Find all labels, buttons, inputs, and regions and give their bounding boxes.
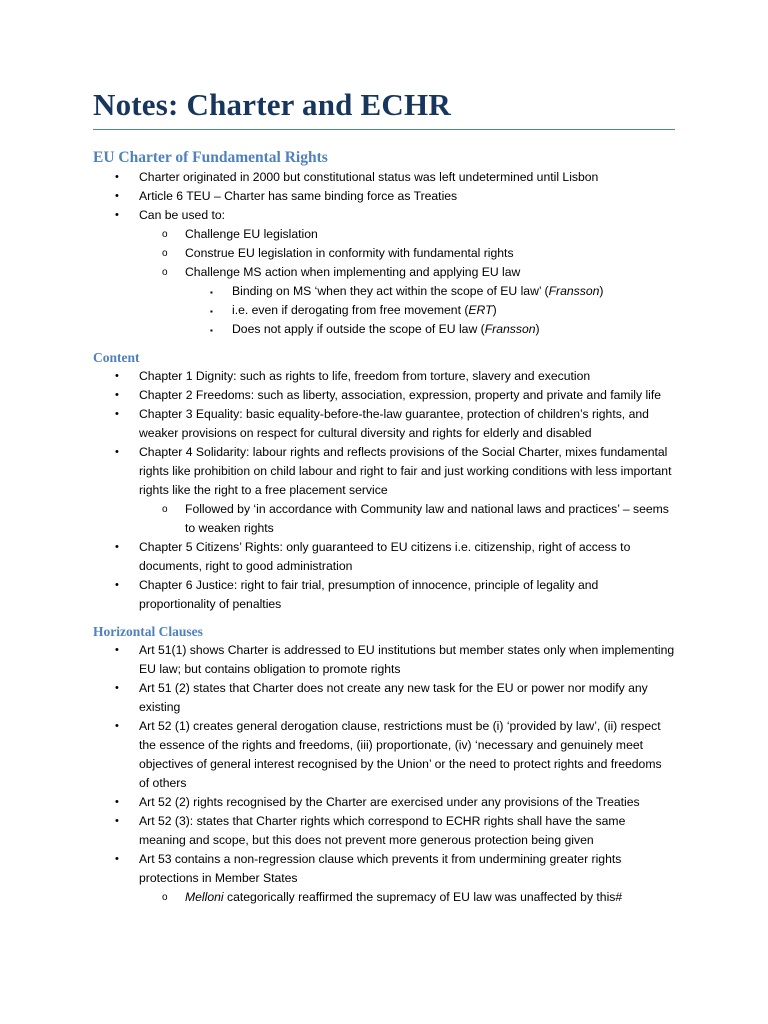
sub-list-item: o Followed by ‘in accordance with Community law and national laws and practices’ – seems to weaken rights <box>162 502 669 535</box>
section-heading-charter: EU Charter of Fundamental Rights <box>93 149 328 166</box>
section-heading-horizontal-clauses: Horizontal Clauses <box>93 624 203 639</box>
bullet-marker: • <box>115 720 119 732</box>
bullet-marker: • <box>115 389 119 401</box>
section-heading-content: Content <box>93 350 140 365</box>
document-page <box>93 86 675 907</box>
circle-marker: o <box>162 504 168 515</box>
square-marker: ▪ <box>210 307 213 316</box>
list-item: • Chapter 6 Justice: right to fair trial, presumption of innocence, principle of legality and proportionality of penalties <box>115 578 599 611</box>
list-item: • Can be used to: <box>139 206 675 225</box>
case-name: Fransson <box>484 322 536 336</box>
circle-marker: o <box>162 248 168 259</box>
horizontal-clauses-list <box>93 641 675 907</box>
content-list <box>93 367 675 614</box>
list-item: • Art 52 (1) creates general derogation clause, restrictions must be (i) ‘provided by law’, (ii) respect the essence of the rights and freedoms, (iii) proportionate, (iv) ‘necessary and genuinely meet objectives of general interest recognised by the Union’ or the need to protect rights and freedoms of others <box>115 719 662 790</box>
sub-list-item: o Challenge MS action when implementing and applying EU law <box>185 263 675 282</box>
list-item: • Chapter 2 Freedoms: such as liberty, association, expression, property and private and family life <box>139 386 675 405</box>
case-name: Melloni <box>185 890 224 904</box>
bullet-marker: • <box>115 171 119 183</box>
list-item: • Chapter 4 Solidarity: labour rights and reflects provisions of the Social Charter, mixes fundamental rights like prohibition on child labour and right to fair and just working conditions with less important rights like the right to a free placement service <box>115 445 672 497</box>
circle-marker: o <box>162 229 168 240</box>
circle-marker: o <box>162 892 168 903</box>
list-item: • Art 52 (3): states that Charter rights which correspond to ECHR rights shall have the same meaning and scope, but this does not prevent more generous protection being given <box>115 814 626 847</box>
bullet-marker: • <box>115 370 119 382</box>
sub-sub-list-item: ▪ i.e. even if derogating from free movement (ERT) <box>232 301 675 320</box>
square-marker: ▪ <box>210 326 213 335</box>
case-name: Fransson <box>548 284 600 298</box>
bullet-marker: • <box>115 541 119 553</box>
bullet-marker: • <box>115 815 119 827</box>
list-item: • Chapter 3 Equality: basic equality-before-the-law guarantee, protection of children’s rights, and weaker provisions on respect for cultural diversity and rights for elderly and disabled <box>115 407 649 440</box>
sub-list-item: o Melloni categorically reaffirmed the supremacy of EU law was unaffected by this# <box>185 888 675 907</box>
list-item: • Chapter 5 Citizens’ Rights: only guaranteed to EU citizens i.e. citizenship, right of access to documents, right to good administration <box>115 540 631 573</box>
bullet-marker: • <box>115 408 119 420</box>
bullet-marker: • <box>115 796 119 808</box>
list-item: • Art 51(1) shows Charter is addressed to EU institutions but member states only when implementing EU law; but contains obligation to promote rights <box>115 643 675 676</box>
sub-list-item: o Challenge EU legislation <box>185 225 675 244</box>
list-item: • Charter originated in 2000 but constitutional status was left undetermined until Lisbon <box>139 168 675 187</box>
list-item: • Art 52 (2) rights recognised by the Charter are exercised under any provisions of the Treaties <box>139 793 675 812</box>
circle-marker: o <box>162 267 168 278</box>
bullet-marker: • <box>115 190 119 202</box>
bullet-marker: • <box>115 446 119 458</box>
case-name: ERT <box>468 303 493 317</box>
list-item: • Chapter 1 Dignity: such as rights to life, freedom from torture, slavery and execution <box>139 367 675 386</box>
title-rule <box>93 129 675 130</box>
bullet-marker: • <box>115 853 119 865</box>
sub-list-item: o Construe EU legislation in conformity with fundamental rights <box>185 244 675 263</box>
sub-sub-list-item: ▪ Binding on MS ‘when they act within the scope of EU law’ (Fransson) <box>232 282 675 301</box>
square-marker: ▪ <box>210 288 213 297</box>
charter-list <box>93 168 675 339</box>
page-title: Notes: Charter and ECHR <box>93 87 451 122</box>
list-item: • Art 53 contains a non-regression clause which prevents it from undermining greater rights protections in Member States <box>115 852 622 885</box>
bullet-marker: • <box>115 209 119 221</box>
bullet-marker: • <box>115 644 119 656</box>
sub-sub-list-item: ▪ Does not apply if outside the scope of EU law (Fransson) <box>232 320 675 339</box>
list-item: • Art 51 (2) states that Charter does not create any new task for the EU or power nor modify any existing <box>115 681 648 714</box>
bullet-marker: • <box>115 682 119 694</box>
list-item: • Article 6 TEU – Charter has same binding force as Treaties <box>139 187 675 206</box>
bullet-marker: • <box>115 579 119 591</box>
